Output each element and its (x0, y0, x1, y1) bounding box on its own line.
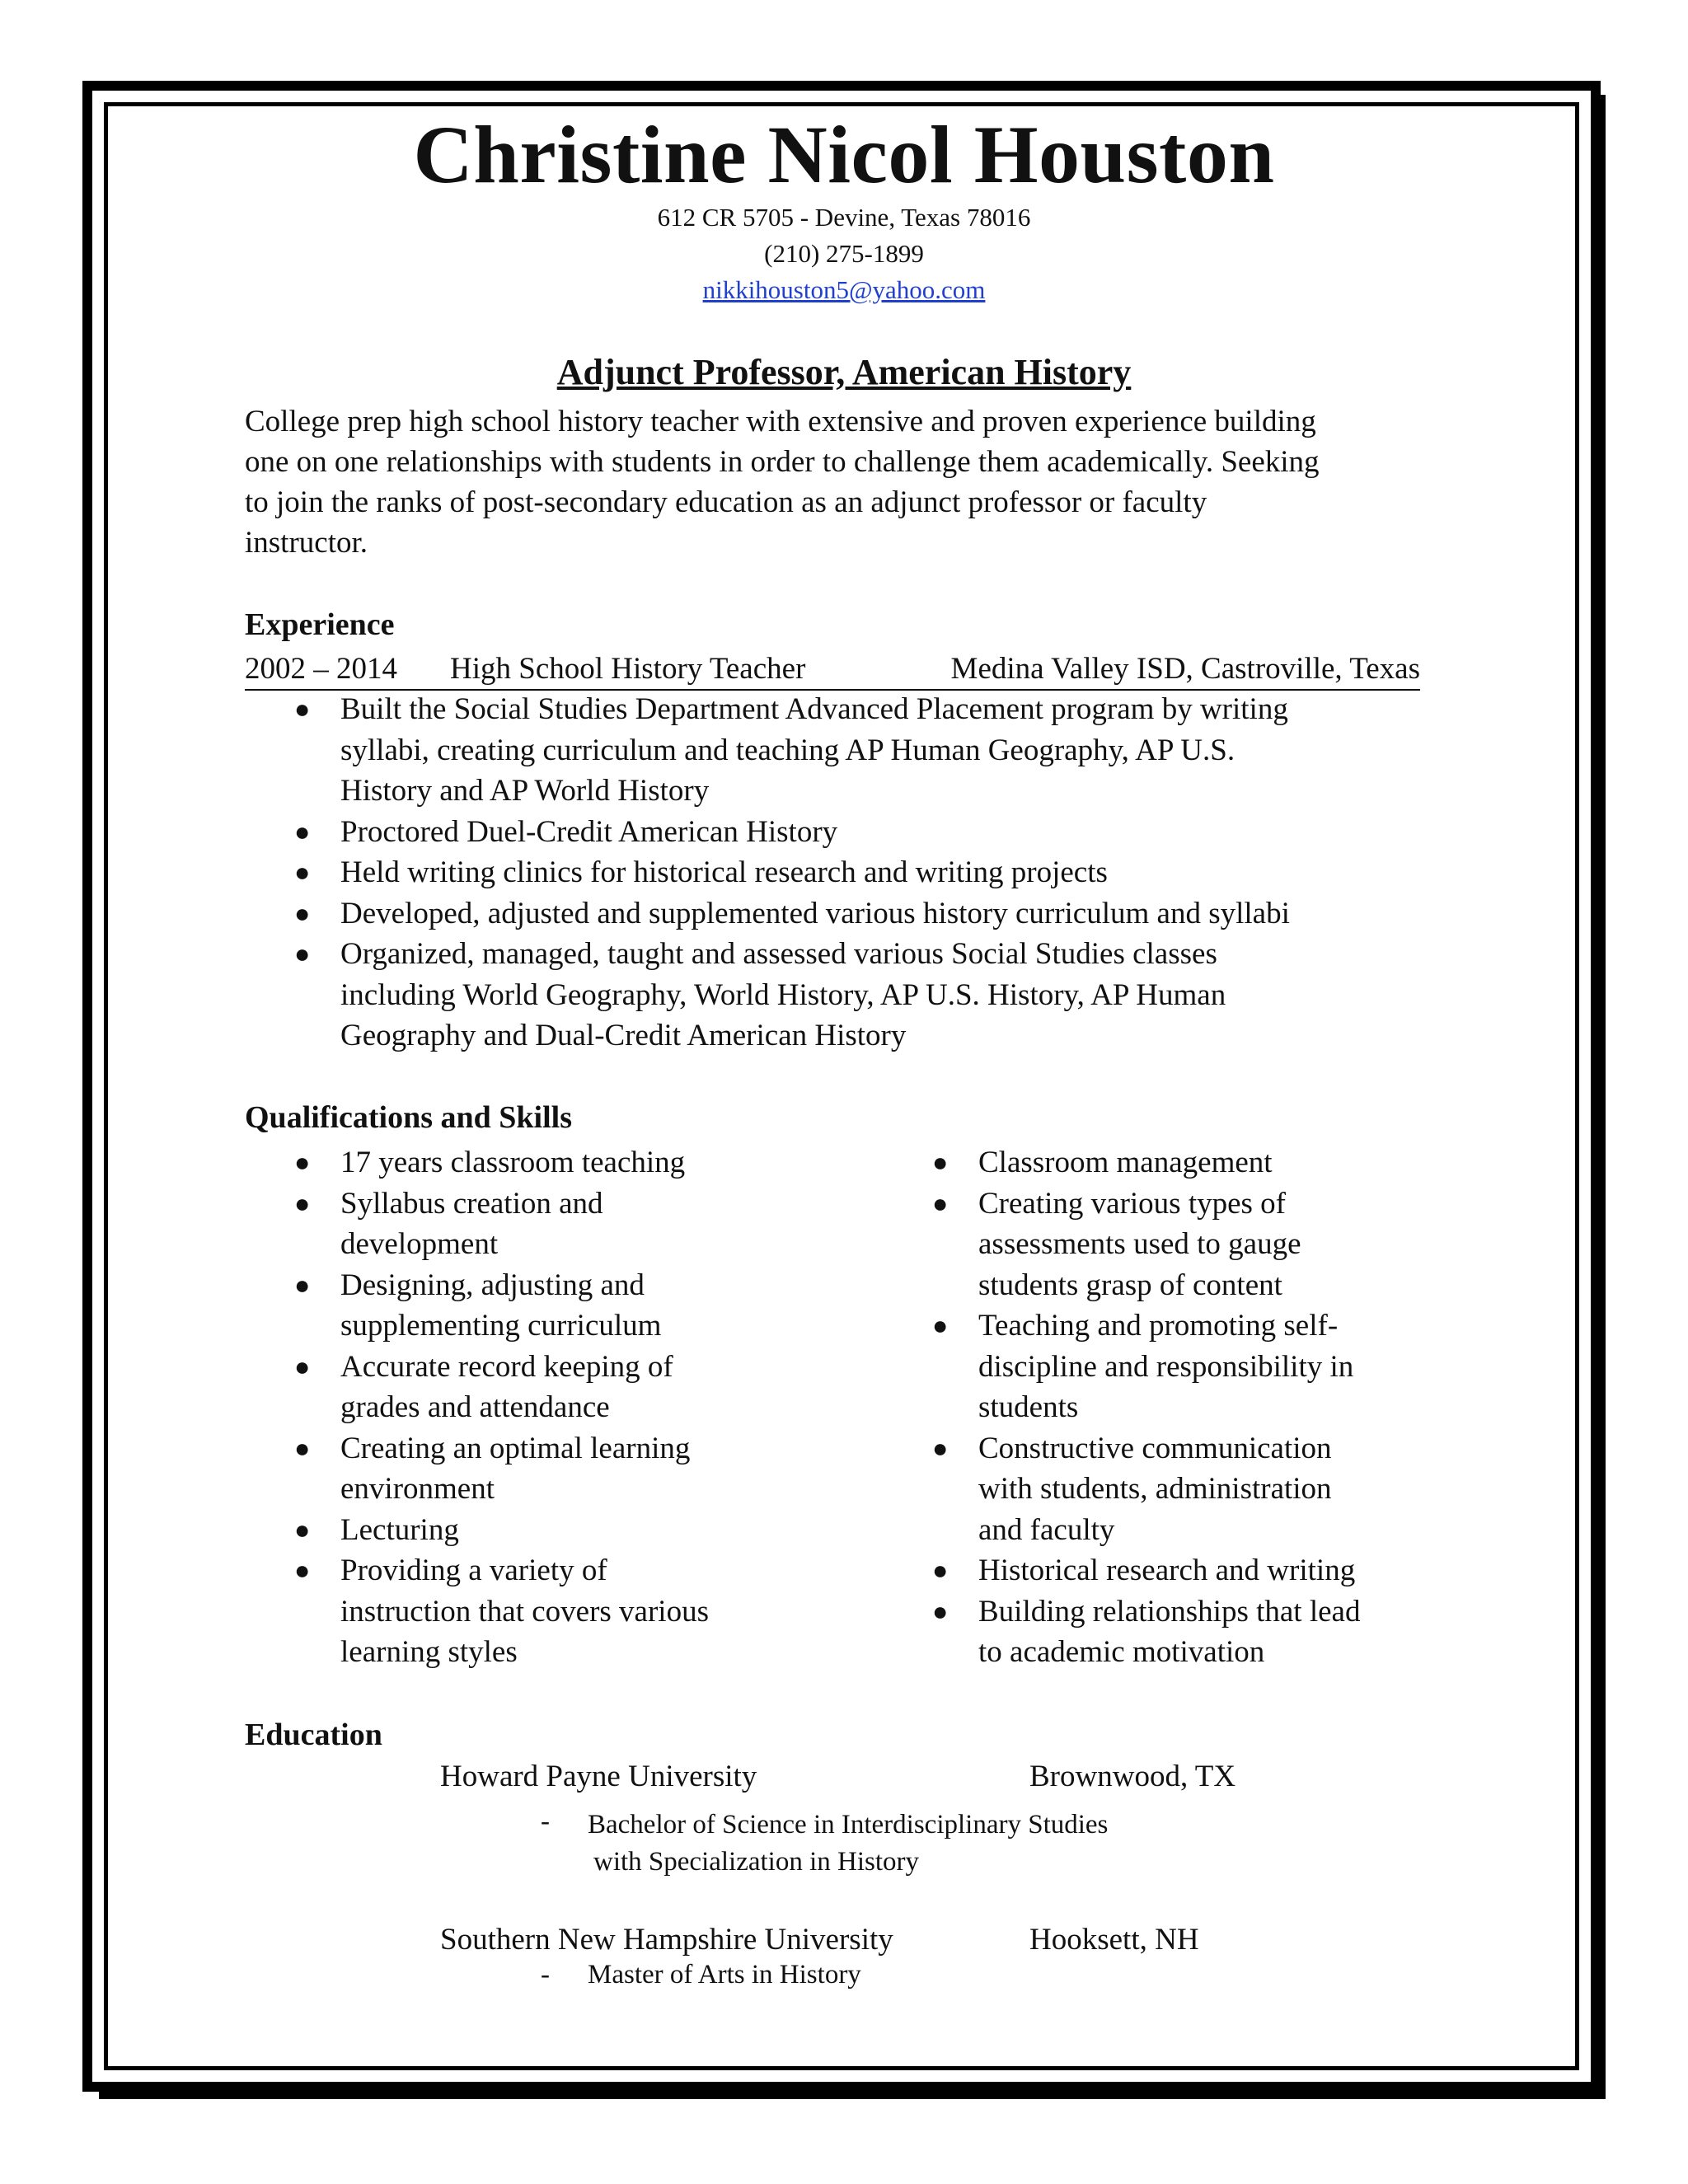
list-item: ● Building relationships that lead to academic motivation (883, 1591, 1476, 1673)
experience-bullets (245, 689, 1432, 1057)
experience-job-line (245, 649, 1420, 691)
bullet-icon: ● (294, 898, 311, 928)
list-item: ● 17 years classroom teaching (245, 1142, 838, 1183)
bullet-icon: ● (294, 939, 311, 968)
bullet-icon: ● (932, 1147, 949, 1177)
list-item: ● Built the Social Studies Department Advanced Placement program by writing syllabi, creating curriculum and teaching AP Human Geography, AP U.S. History and AP World History (245, 689, 1432, 812)
school-name: Southern New Hampshire University (440, 1923, 893, 1957)
list-item: ● Designing, adjusting and supplementing curriculum (245, 1265, 838, 1347)
list-item: ● Organized, managed, taught and assessed various Social Studies classes including World Geography, World History, AP U.S. History, AP Human Geography and Dual-Credit American History (245, 934, 1432, 1057)
degree-dash: - (541, 1807, 550, 1836)
bullet-icon: ● (932, 1310, 949, 1340)
list-item: ● Syllabus creation and development (245, 1183, 838, 1265)
list-item: ● Teaching and promoting self- discipline and responsibility in students (883, 1305, 1476, 1428)
list-item: ● Proctored Duel-Credit American History (245, 812, 1432, 853)
bullet-icon: ● (932, 1432, 949, 1463)
list-item: ● Creating an optimal learning environment (245, 1428, 838, 1510)
skills-right-list (883, 1142, 1476, 1673)
bullet-icon: ● (294, 1351, 311, 1381)
degree-dash: - (541, 1960, 550, 1990)
education-heading: Education (245, 1718, 382, 1752)
bullet-icon: ● (294, 1514, 311, 1544)
list-item: ● Historical research and writing (883, 1550, 1476, 1591)
bullet-icon: ● (932, 1188, 949, 1218)
bullet-icon: ● (932, 1596, 949, 1626)
list-item: ● Providing a variety of instruction that covers various learning styles (245, 1550, 838, 1673)
address: 612 CR 5705 - Devine, Texas 78016 (657, 203, 1031, 232)
objective-text: College prep high school history teacher with extensive and proven experience building one on one relationships with students in order to challenge them academically. Seeking to join the ranks of post-secondary education as an adjunct professor or faculty instructor. (245, 405, 1320, 560)
list-item: ● Accurate record keeping of grades and attendance (245, 1347, 838, 1428)
bullet-icon: ● (294, 1147, 311, 1177)
bullet-icon: ● (294, 1555, 311, 1585)
bullet-icon: ● (294, 1188, 311, 1218)
skills-heading: Qualifications and Skills (245, 1100, 573, 1135)
job-employer: Medina Valley ISD, Castroville, Texas (950, 652, 1420, 686)
bullet-icon: ● (294, 857, 311, 887)
candidate-name: Christine Nicol Houston (413, 109, 1275, 200)
bullet-icon: ● (294, 1269, 311, 1300)
degree-title: Bachelor of Science in Interdisciplinary Studies (588, 1810, 1109, 1840)
list-item: ● Held writing clinics for historical research and writing projects (245, 852, 1432, 893)
experience-heading: Experience (245, 607, 395, 642)
phone: (210) 275-1899 (764, 239, 924, 268)
bullet-icon: ● (294, 1432, 311, 1463)
objective-title: Adjunct Professor, American History (556, 352, 1132, 392)
school-location: Hooksett, NH (1029, 1923, 1199, 1957)
bullet-icon: ● (932, 1555, 949, 1585)
list-item: ● Constructive communication with students, administration and faculty (883, 1428, 1476, 1551)
list-item: ● Lecturing (245, 1510, 838, 1551)
bullet-icon: ● (294, 694, 311, 724)
email-link[interactable]: nikkihouston5@yahoo.com (702, 275, 986, 304)
school-location: Brownwood, TX (1029, 1760, 1236, 1793)
list-item: ● Classroom management (883, 1142, 1476, 1183)
page-border-inner (104, 102, 1579, 2070)
list-item: ● Creating various types of assessments used to gauge students grasp of content (883, 1183, 1476, 1306)
job-title: High School History Teacher (450, 652, 806, 686)
degree-specialization: with Specialization in History (593, 1847, 920, 1877)
bullet-icon: ● (294, 816, 311, 846)
skills-left-list (245, 1142, 838, 1673)
list-item: ● Developed, adjusted and supplemented various history curriculum and syllabi (245, 893, 1432, 935)
school-name: Howard Payne University (440, 1760, 757, 1793)
job-years: 2002 – 2014 (245, 652, 397, 686)
degree-title: Master of Arts in History (588, 1960, 861, 1990)
